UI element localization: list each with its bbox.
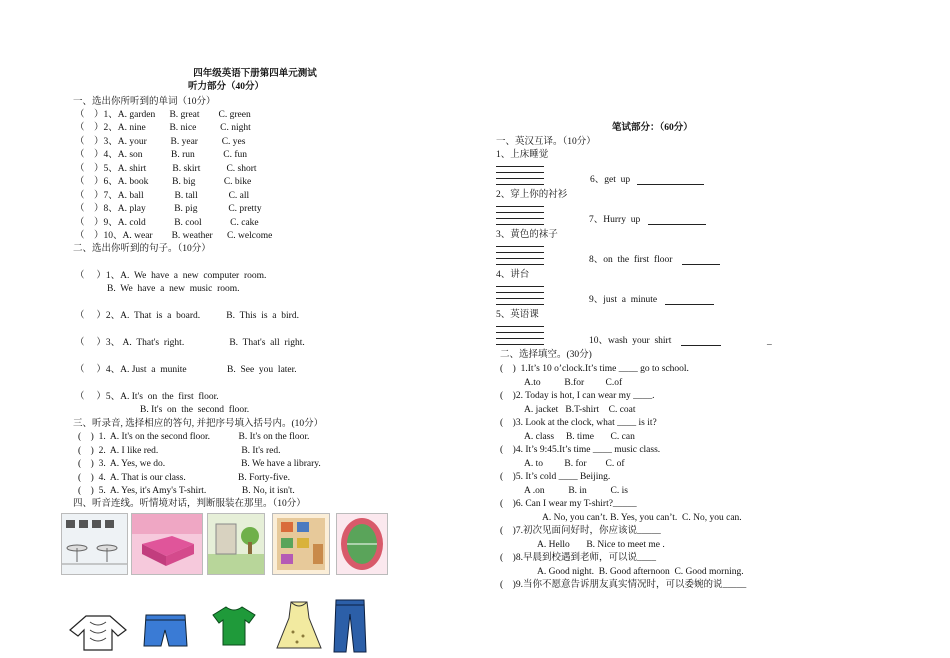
cn-item-2: 2、穿上你的衬衫 <box>496 190 568 200</box>
sentence-q5b: B. It's on the second floor. <box>140 405 250 415</box>
mc-question-6: ( )6. Can I wear my T-shirt?_____ <box>500 499 637 509</box>
tshirt-picture <box>212 605 256 647</box>
list-item: ( ) 3. A. Yes, we do. B. We have a library. <box>78 459 321 469</box>
mc-question-1: ( ) 1.It’s 10 o’clock.It’s time ____ go to school. <box>500 364 689 374</box>
trailing-mark: _ <box>767 337 772 347</box>
shorts-picture <box>143 612 188 650</box>
answer-line <box>681 345 721 346</box>
answer-line <box>496 172 544 173</box>
mc-question-3: ( )3. Look at the clock, what ____ is it? <box>500 418 657 428</box>
sentence-q1b: B. We have a new music room. <box>107 284 240 294</box>
cn-item-4: 4、讲台 <box>496 270 530 280</box>
mc-options-4: A. to B. for C. of <box>524 459 625 469</box>
answer-line <box>496 224 544 225</box>
answer-line <box>496 344 544 345</box>
answer-line <box>496 326 544 327</box>
list-item: （ ）10、A. wear B. weather C. welcome <box>75 231 273 241</box>
mc-question-4: ( )4. It’s 9:45.It’s time ____ music class. <box>500 445 661 455</box>
answer-line <box>648 224 706 225</box>
list-item: （ ）5、A. shirt B. skirt C. short <box>75 164 257 174</box>
writing-section1-heading: 一、英汉互译。（10分） <box>496 137 596 147</box>
en-item-10: 10、wash your shirt <box>589 336 672 346</box>
cn-item-5: 5、英语课 <box>496 310 539 320</box>
answer-line <box>496 286 544 287</box>
answer-line <box>665 304 714 305</box>
jeans-picture <box>332 598 368 654</box>
library-picture <box>272 513 330 575</box>
mc-options-8: A. Good night. B. Good afternoon C. Good morning. <box>537 567 744 577</box>
en-item-6: 6、get up <box>590 175 631 185</box>
cn-item-3: 3、黄色的袜子 <box>496 230 558 240</box>
playground-picture <box>336 513 388 575</box>
answer-line <box>496 184 544 185</box>
list-item: （ ）1、A. garden B. great C. green <box>75 110 251 120</box>
list-item: （ ）6、A. book B. big C. bike <box>75 177 252 187</box>
answer-line <box>496 298 544 299</box>
answer-line <box>496 178 544 179</box>
dress-picture <box>273 600 325 652</box>
sweater-picture <box>68 612 128 652</box>
answer-line <box>496 338 544 339</box>
answer-line <box>496 292 544 293</box>
answer-line <box>496 258 544 259</box>
mc-question-7: ( )7.初次见面问好时，你应该说_____ <box>500 526 661 536</box>
sentence-q2: （ ）2、A. That is a board. B. This is a bird. <box>75 311 299 321</box>
list-item: （ ）8、A. play B. pig C. pretty <box>75 204 262 214</box>
mc-question-2: ( )2. Today is hot, I can wear my ____. <box>500 391 655 401</box>
listening-part-title: 听力部分（40分） <box>188 82 265 92</box>
list-item: （ ）2、A. nine B. nice C. night <box>75 123 251 133</box>
mc-options-1: A.to B.for C.of <box>524 378 623 388</box>
list-item: （ ）9、A. cold B. cool C. cake <box>75 218 259 228</box>
list-item: （ ）7、A. ball B. tall C. all <box>75 191 250 201</box>
sentence-q1a: （ ）1、A. We have a new computer room. <box>75 271 267 281</box>
mc-question-9: ( )9.当你不愿意告诉朋友真实情况时，可以委婉的说_____ <box>500 580 747 590</box>
cn-item-1: 1、上床睡觉 <box>496 150 549 160</box>
mc-options-3: A. class B. time C. can <box>524 432 635 442</box>
section1-heading: 一、选出你所听到的单词（10分） <box>73 97 216 107</box>
section3-heading: 三、听录音, 选择相应的答句, 并把序号填入括号内。(10分） <box>73 419 324 429</box>
writing-part-title: 笔试部分：（60分） <box>612 123 693 133</box>
mc-options-5: A .on B. in C. is <box>524 486 628 496</box>
en-item-9: 9、just a minute <box>589 295 658 305</box>
answer-line <box>496 304 544 305</box>
en-item-8: 8、on the first floor <box>589 255 673 265</box>
computer-room-picture <box>61 513 128 575</box>
mc-options-2: A. jacket B.T-shirt C. coat <box>524 405 636 415</box>
list-item: （ ）3、A. your B. year C. yes <box>75 137 246 147</box>
page-title: 四年级英语下册第四单元测试 <box>193 69 317 79</box>
answer-line <box>496 332 544 333</box>
mc-options-7: A. Hello B. Nice to meet me . <box>537 540 665 550</box>
answer-line <box>496 166 544 167</box>
answer-line <box>682 264 720 265</box>
answer-line <box>496 206 544 207</box>
mc-options-6: A. No, you can’t. B. Yes, you can’t. C. No, you can. <box>542 513 742 523</box>
list-item: ( ) 2. A. I like red. B. It's red. <box>78 446 281 456</box>
answer-line <box>496 212 544 213</box>
answer-line <box>496 264 544 265</box>
mc-question-5: ( )5. It’s cold ____ Beijing. <box>500 472 611 482</box>
section2-heading: 二、选出你听到的句子。（10分） <box>73 244 211 254</box>
answer-line <box>496 218 544 219</box>
section4-heading: 四、听音连线。听情境对话，判断服装在那里。（10分） <box>73 499 306 509</box>
sentence-q4: （ ）4、A. Just a munite B. See you later. <box>75 365 297 375</box>
sentence-q5a: （ ）5、A. It's on the first floor. <box>75 392 219 402</box>
sentence-q3: （ ）3、 A. That's right. B. That's all right. <box>75 338 305 348</box>
answer-line <box>637 184 704 185</box>
garden-picture <box>207 513 265 575</box>
list-item: （ ）4、A. son B. run C. fun <box>75 150 248 160</box>
list-item: ( ) 5. A. Yes, it's Amy's T-shirt. B. No, it isn't. <box>78 486 295 496</box>
writing-section2-heading: 二、选择填空。(30分) <box>500 350 592 360</box>
bedroom-picture <box>131 513 203 575</box>
answer-line <box>496 246 544 247</box>
en-item-7: 7、Hurry up <box>589 215 641 225</box>
mc-question-8: ( )8.早晨到校遇到老师，可以说____ <box>500 553 656 563</box>
answer-line <box>496 252 544 253</box>
list-item: ( ) 1. A. It's on the second floor. B. It's on the floor. <box>78 432 310 442</box>
list-item: ( ) 4. A. That is our class. B. Forty-five. <box>78 473 290 483</box>
